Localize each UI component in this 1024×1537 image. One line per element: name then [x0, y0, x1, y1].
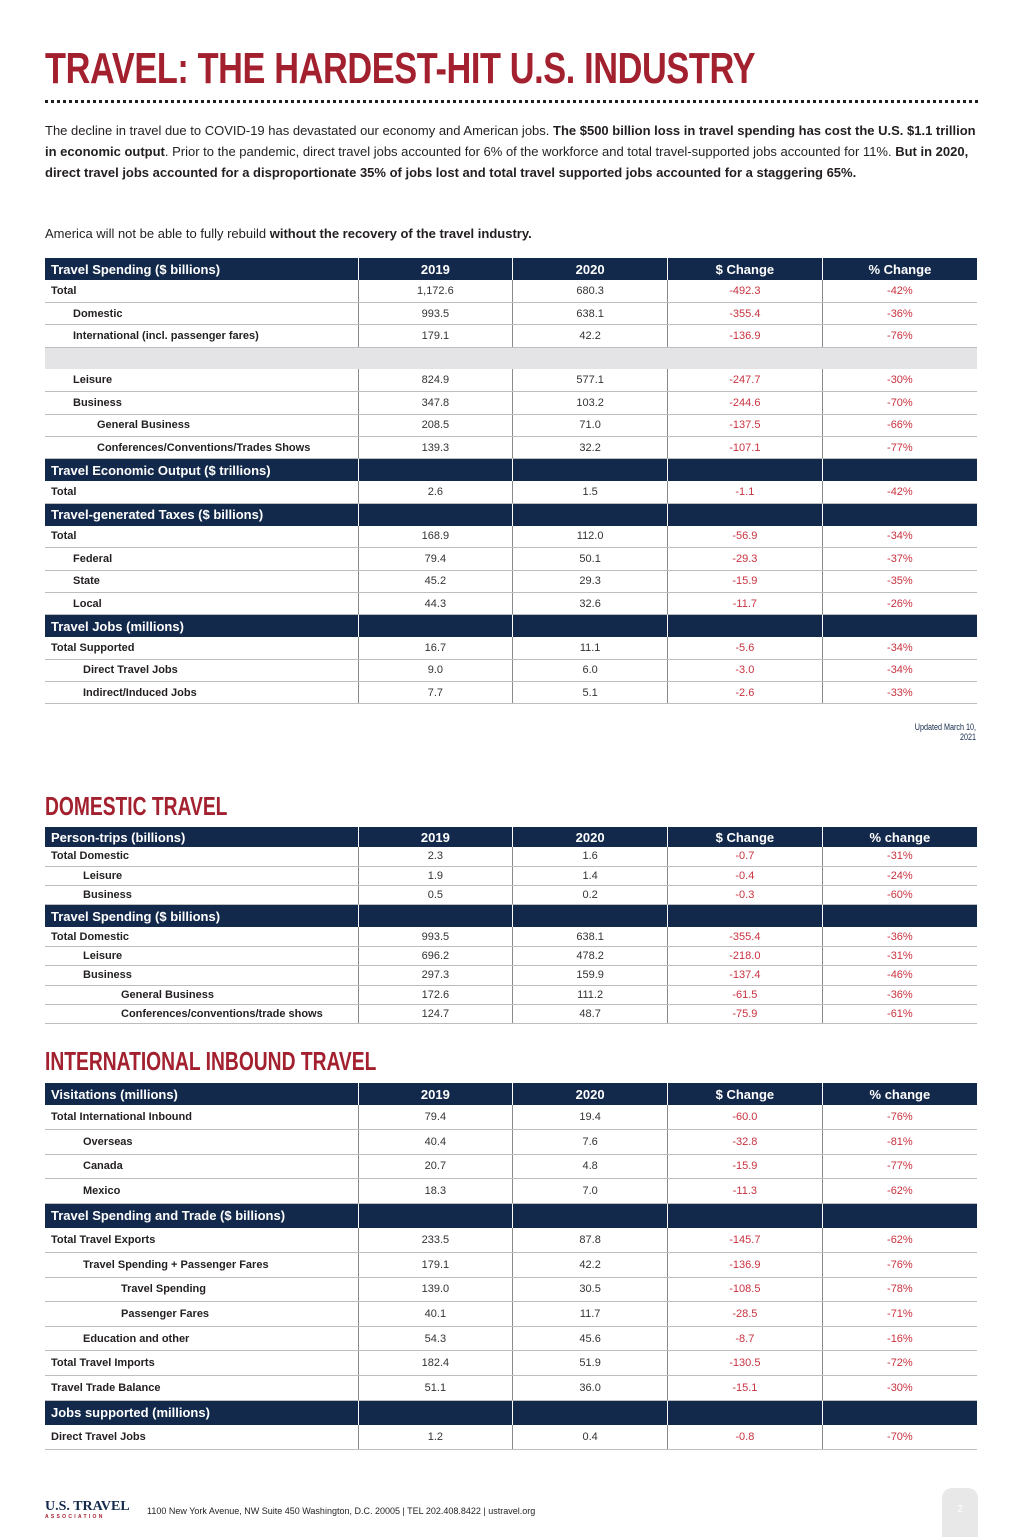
row-label: International (incl. passenger fares) — [45, 325, 358, 347]
cell-percent-change: -31% — [822, 946, 977, 965]
cell-dollar-change: -137.4 — [668, 966, 823, 985]
cell-percent-change: -76% — [822, 1105, 977, 1130]
cell-2020: 0.4 — [513, 1425, 668, 1450]
cell-dollar-change: -8.7 — [668, 1326, 823, 1351]
column-header: 2019 — [358, 258, 513, 280]
cell-2020: 51.9 — [513, 1351, 668, 1376]
section-header-row — [45, 459, 977, 481]
cell-percent-change: -60% — [822, 886, 977, 905]
table-row — [45, 392, 977, 414]
table-row — [45, 280, 977, 302]
cell-2019: 18.3 — [358, 1179, 513, 1204]
cell-percent-change: -62% — [822, 1179, 977, 1204]
column-header: 2020 — [513, 258, 668, 280]
row-label: Total Travel Imports — [45, 1351, 358, 1376]
cell-percent-change: -34% — [822, 637, 977, 659]
intro-text-c: . Prior to the pandemic, direct travel jobs accounted for 6% of the workforce and total travel-supported jobs accounted for 11%. — [164, 144, 896, 159]
cell-2020: 32.6 — [513, 592, 668, 614]
table-row — [45, 414, 977, 436]
intro-text-b: The $500 billion loss in travel spending has cost the U.S. $1.1 trillion in economic output — [45, 123, 976, 159]
row-label: Conferences/Conventions/Trades Shows — [45, 436, 358, 458]
cell-dollar-change: -355.4 — [668, 927, 823, 946]
cell-percent-change: -72% — [822, 1351, 977, 1376]
cell-dollar-change: -2.6 — [668, 682, 823, 704]
cell-2020: 5.1 — [513, 682, 668, 704]
cell-percent-change: -34% — [822, 659, 977, 681]
cell-2020: 159.9 — [513, 966, 668, 985]
table-row — [45, 1376, 977, 1401]
logo-subtext: ASSOCIATION — [45, 1514, 105, 1520]
cell-2020: 32.2 — [513, 436, 668, 458]
cell-2019: 45.2 — [358, 570, 513, 592]
cell-2019: 2.6 — [358, 481, 513, 503]
cell-dollar-change: -107.1 — [668, 436, 823, 458]
row-label: Direct Travel Jobs — [45, 1425, 358, 1450]
table-row — [45, 1253, 977, 1278]
table-row — [45, 946, 977, 965]
cell-2020: 577.1 — [513, 369, 668, 391]
cell-dollar-change: -75.9 — [668, 1004, 823, 1023]
column-header: % change — [822, 827, 977, 847]
row-label: Local — [45, 592, 358, 614]
cell-dollar-change: -11.3 — [668, 1179, 823, 1204]
intro-text-d: But in 2020, direct travel jobs accounted for a disproportionate 35% of jobs lost and total travel supported jobs accounted for a staggering 65%. — [45, 144, 969, 180]
column-header: 2019 — [358, 1083, 513, 1105]
table-row — [45, 592, 977, 614]
intro-paragraph-2 — [45, 223, 980, 244]
table-header-label: Travel Spending ($ billions) — [45, 258, 358, 280]
cell-percent-change: -30% — [822, 369, 977, 391]
table-body — [45, 1105, 977, 1449]
row-label: Total — [45, 280, 358, 302]
cell-dollar-change: -15.9 — [668, 1154, 823, 1179]
cell-2020: 87.8 — [513, 1228, 668, 1253]
cell-2019: 297.3 — [358, 966, 513, 985]
cell-percent-change: -61% — [822, 1004, 977, 1023]
cell-2019: 79.4 — [358, 1105, 513, 1130]
cell-dollar-change: -5.6 — [668, 637, 823, 659]
table-row — [45, 1154, 977, 1179]
cell-dollar-change: -0.3 — [668, 886, 823, 905]
cell-2020: 11.1 — [513, 637, 668, 659]
row-label: Total — [45, 481, 358, 503]
us-travel-logo[interactable] — [45, 1500, 130, 1521]
row-label: Total Domestic — [45, 927, 358, 946]
section-header-row — [45, 1203, 977, 1228]
cell-dollar-change: -11.7 — [668, 592, 823, 614]
column-header: 2020 — [513, 827, 668, 847]
cell-2019: 139.0 — [358, 1277, 513, 1302]
section-header-row — [45, 905, 977, 927]
cell-2019: 9.0 — [358, 659, 513, 681]
table-body — [45, 280, 977, 704]
section-header-label: Travel Economic Output ($ trillions) — [45, 459, 358, 481]
cell-2019: 179.1 — [358, 1253, 513, 1278]
cell-2020: 638.1 — [513, 927, 668, 946]
table-row — [45, 659, 977, 681]
table-row — [45, 866, 977, 885]
cell-2019: 51.1 — [358, 1376, 513, 1401]
international-section-title: INTERNATIONAL INBOUND TRAVEL — [45, 1046, 377, 1076]
section-header-label: Travel Jobs (millions) — [45, 615, 358, 637]
column-header: % Change — [822, 258, 977, 280]
cell-2020: 638.1 — [513, 303, 668, 325]
cell-2019: 1,172.6 — [358, 280, 513, 302]
cell-2020: 1.6 — [513, 847, 668, 866]
table-row — [45, 548, 977, 570]
table-row — [45, 1302, 977, 1327]
cell-percent-change: -42% — [822, 280, 977, 302]
footer-address: 1100 New York Avenue, NW Suite 450 Washington, D.C. 20005 | TEL 202.408.8422 | ustravel.org — [147, 1506, 536, 1516]
row-label: Leisure — [45, 369, 358, 391]
table-row — [45, 1425, 977, 1450]
cell-dollar-change: -247.7 — [668, 369, 823, 391]
cell-dollar-change: -15.1 — [668, 1376, 823, 1401]
row-label: Direct Travel Jobs — [45, 659, 358, 681]
cell-dollar-change: -218.0 — [668, 946, 823, 965]
row-label: Total International Inbound — [45, 1105, 358, 1130]
cell-dollar-change: -1.1 — [668, 481, 823, 503]
table-body — [45, 847, 977, 1024]
cell-percent-change: -16% — [822, 1326, 977, 1351]
cell-percent-change: -34% — [822, 526, 977, 548]
cell-percent-change: -70% — [822, 1425, 977, 1450]
cell-dollar-change: -244.6 — [668, 392, 823, 414]
cell-percent-change: -24% — [822, 866, 977, 885]
cell-2020: 42.2 — [513, 1253, 668, 1278]
section-header-row — [45, 1400, 977, 1425]
cell-2019: 139.3 — [358, 436, 513, 458]
section-header-row — [45, 503, 977, 525]
cell-2020: 50.1 — [513, 548, 668, 570]
cell-2019: 54.3 — [358, 1326, 513, 1351]
cell-2019: 20.7 — [358, 1154, 513, 1179]
table-row — [45, 369, 977, 391]
table-row — [45, 526, 977, 548]
cell-2020: 6.0 — [513, 659, 668, 681]
cell-2019: 40.1 — [358, 1302, 513, 1327]
row-label: Total Travel Exports — [45, 1228, 358, 1253]
logo-text: U.S. TRAVEL — [45, 1499, 130, 1514]
row-label: Travel Spending — [45, 1277, 358, 1302]
cell-percent-change: -70% — [822, 392, 977, 414]
cell-2020: 680.3 — [513, 280, 668, 302]
cell-2019: 79.4 — [358, 548, 513, 570]
cell-2019: 993.5 — [358, 927, 513, 946]
cell-2019: 824.9 — [358, 369, 513, 391]
cell-percent-change: -77% — [822, 1154, 977, 1179]
international-travel-table — [45, 1083, 977, 1450]
row-label: Total Domestic — [45, 847, 358, 866]
row-label: Leisure — [45, 866, 358, 885]
cell-2020: 45.6 — [513, 1326, 668, 1351]
cell-percent-change: -35% — [822, 570, 977, 592]
cell-2020: 30.5 — [513, 1277, 668, 1302]
row-label: General Business — [45, 985, 358, 1004]
cell-percent-change: -71% — [822, 1302, 977, 1327]
cell-percent-change: -78% — [822, 1277, 977, 1302]
cell-percent-change: -33% — [822, 682, 977, 704]
cell-2019: 179.1 — [358, 325, 513, 347]
column-header: $ Change — [668, 1083, 823, 1105]
cell-2020: 11.7 — [513, 1302, 668, 1327]
row-label: Overseas — [45, 1130, 358, 1155]
row-label: Total Supported — [45, 637, 358, 659]
cell-dollar-change: -0.7 — [668, 847, 823, 866]
table-row — [45, 847, 977, 866]
cell-dollar-change: -56.9 — [668, 526, 823, 548]
table-row — [45, 325, 977, 347]
cell-2020: 7.6 — [513, 1130, 668, 1155]
cell-percent-change: -31% — [822, 847, 977, 866]
section-header-label: Jobs supported (millions) — [45, 1400, 358, 1425]
table-row — [45, 1277, 977, 1302]
cell-percent-change: -36% — [822, 927, 977, 946]
table-row — [45, 1351, 977, 1376]
cell-2020: 48.7 — [513, 1004, 668, 1023]
cell-2019: 40.4 — [358, 1130, 513, 1155]
cell-2019: 1.2 — [358, 1425, 513, 1450]
cell-percent-change: -26% — [822, 592, 977, 614]
cell-dollar-change: -28.5 — [668, 1302, 823, 1327]
cell-percent-change: -66% — [822, 414, 977, 436]
cell-dollar-change: -0.8 — [668, 1425, 823, 1450]
section-header-label: Travel Spending ($ billions) — [45, 905, 358, 927]
table-row — [45, 1326, 977, 1351]
table-row — [45, 682, 977, 704]
cell-2020: 71.0 — [513, 414, 668, 436]
row-label: Total — [45, 526, 358, 548]
cell-dollar-change: -492.3 — [668, 280, 823, 302]
cell-2019: 124.7 — [358, 1004, 513, 1023]
column-header: $ Change — [668, 827, 823, 847]
cell-2020: 1.4 — [513, 866, 668, 885]
table-row — [45, 1179, 977, 1204]
cell-dollar-change: -136.9 — [668, 325, 823, 347]
table-row — [45, 436, 977, 458]
cell-2020: 0.2 — [513, 886, 668, 905]
row-label: Mexico — [45, 1179, 358, 1204]
cell-2019: 44.3 — [358, 592, 513, 614]
intro2-text-b: without the recovery of the travel industry. — [269, 226, 532, 241]
cell-dollar-change: -32.8 — [668, 1130, 823, 1155]
cell-percent-change: -81% — [822, 1130, 977, 1155]
table-row — [45, 1228, 977, 1253]
table-row — [45, 985, 977, 1004]
cell-dollar-change: -108.5 — [668, 1277, 823, 1302]
page-number: 2 — [942, 1488, 978, 1537]
table-row — [45, 303, 977, 325]
cell-2019: 7.7 — [358, 682, 513, 704]
cell-2019: 172.6 — [358, 985, 513, 1004]
table-row — [45, 637, 977, 659]
row-label: Federal — [45, 548, 358, 570]
cell-percent-change: -46% — [822, 966, 977, 985]
cell-2019: 168.9 — [358, 526, 513, 548]
table-header-label: Person-trips (billions) — [45, 827, 358, 847]
row-label: Domestic — [45, 303, 358, 325]
row-label: Canada — [45, 1154, 358, 1179]
intro2-text-a: America will not be able to fully rebuild — [45, 226, 270, 241]
table-row — [45, 481, 977, 503]
row-label: Leisure — [45, 946, 358, 965]
cell-percent-change: -36% — [822, 985, 977, 1004]
section-header-row — [45, 615, 977, 637]
cell-2019: 2.3 — [358, 847, 513, 866]
cell-percent-change: -42% — [822, 481, 977, 503]
row-label: Travel Spending + Passenger Fares — [45, 1253, 358, 1278]
section-header-label: Travel-generated Taxes ($ billions) — [45, 503, 358, 525]
domestic-section-title: DOMESTIC TRAVEL — [45, 791, 228, 821]
travel-overview-table — [45, 258, 977, 704]
table-row — [45, 1004, 977, 1023]
cell-dollar-change: -130.5 — [668, 1351, 823, 1376]
cell-2019: 16.7 — [358, 637, 513, 659]
intro-text-a: The decline in travel due to COVID-19 has devastated our economy and American jobs. — [45, 123, 554, 138]
cell-percent-change: -77% — [822, 436, 977, 458]
cell-dollar-change: -0.4 — [668, 866, 823, 885]
intro-paragraph — [45, 120, 980, 183]
cell-dollar-change: -137.5 — [668, 414, 823, 436]
cell-2019: 347.8 — [358, 392, 513, 414]
cell-2019: 182.4 — [358, 1351, 513, 1376]
cell-2019: 233.5 — [358, 1228, 513, 1253]
cell-dollar-change: -145.7 — [668, 1228, 823, 1253]
table-header-label: Visitations (millions) — [45, 1083, 358, 1105]
column-header: $ Change — [668, 258, 823, 280]
table-row — [45, 886, 977, 905]
cell-percent-change: -36% — [822, 303, 977, 325]
cell-2020: 1.5 — [513, 481, 668, 503]
cell-percent-change: -76% — [822, 1253, 977, 1278]
cell-2020: 112.0 — [513, 526, 668, 548]
cell-dollar-change: -29.3 — [668, 548, 823, 570]
column-header: % change — [822, 1083, 977, 1105]
cell-2020: 111.2 — [513, 985, 668, 1004]
table-row — [45, 570, 977, 592]
row-label: Business — [45, 392, 358, 414]
row-label: Passenger Fares — [45, 1302, 358, 1327]
cell-2019: 1.9 — [358, 866, 513, 885]
table-row — [45, 966, 977, 985]
row-label: Education and other — [45, 1326, 358, 1351]
cell-2019: 696.2 — [358, 946, 513, 965]
cell-dollar-change: -61.5 — [668, 985, 823, 1004]
cell-2020: 103.2 — [513, 392, 668, 414]
updated-date: Updated March 10, 2021 — [914, 722, 976, 742]
cell-2020: 42.2 — [513, 325, 668, 347]
cell-2019: 993.5 — [358, 303, 513, 325]
cell-2020: 478.2 — [513, 946, 668, 965]
cell-2020: 36.0 — [513, 1376, 668, 1401]
cell-2019: 208.5 — [358, 414, 513, 436]
column-header: 2019 — [358, 827, 513, 847]
spacer-row — [45, 347, 977, 369]
cell-2020: 4.8 — [513, 1154, 668, 1179]
row-label: Business — [45, 886, 358, 905]
cell-dollar-change: -60.0 — [668, 1105, 823, 1130]
cell-2020: 19.4 — [513, 1105, 668, 1130]
cell-2020: 29.3 — [513, 570, 668, 592]
row-label: General Business — [45, 414, 358, 436]
section-header-label: Travel Spending and Trade ($ billions) — [45, 1203, 358, 1228]
row-label: Indirect/Induced Jobs — [45, 682, 358, 704]
cell-percent-change: -62% — [822, 1228, 977, 1253]
row-label: Conferences/conventions/trade shows — [45, 1004, 358, 1023]
cell-dollar-change: -136.9 — [668, 1253, 823, 1278]
column-header: 2020 — [513, 1083, 668, 1105]
table-row — [45, 1105, 977, 1130]
cell-2019: 0.5 — [358, 886, 513, 905]
cell-dollar-change: -3.0 — [668, 659, 823, 681]
row-label: Business — [45, 966, 358, 985]
row-label: Travel Trade Balance — [45, 1376, 358, 1401]
cell-2020: 7.0 — [513, 1179, 668, 1204]
cell-percent-change: -30% — [822, 1376, 977, 1401]
table-row — [45, 927, 977, 946]
cell-dollar-change: -355.4 — [668, 303, 823, 325]
page-title: TRAVEL: THE HARDEST-HIT U.S. INDUSTRY — [45, 44, 756, 93]
cell-percent-change: -37% — [822, 548, 977, 570]
cell-dollar-change: -15.9 — [668, 570, 823, 592]
cell-percent-change: -76% — [822, 325, 977, 347]
dotted-divider — [45, 100, 978, 103]
row-label: State — [45, 570, 358, 592]
table-row — [45, 1130, 977, 1155]
domestic-travel-table — [45, 827, 977, 1024]
